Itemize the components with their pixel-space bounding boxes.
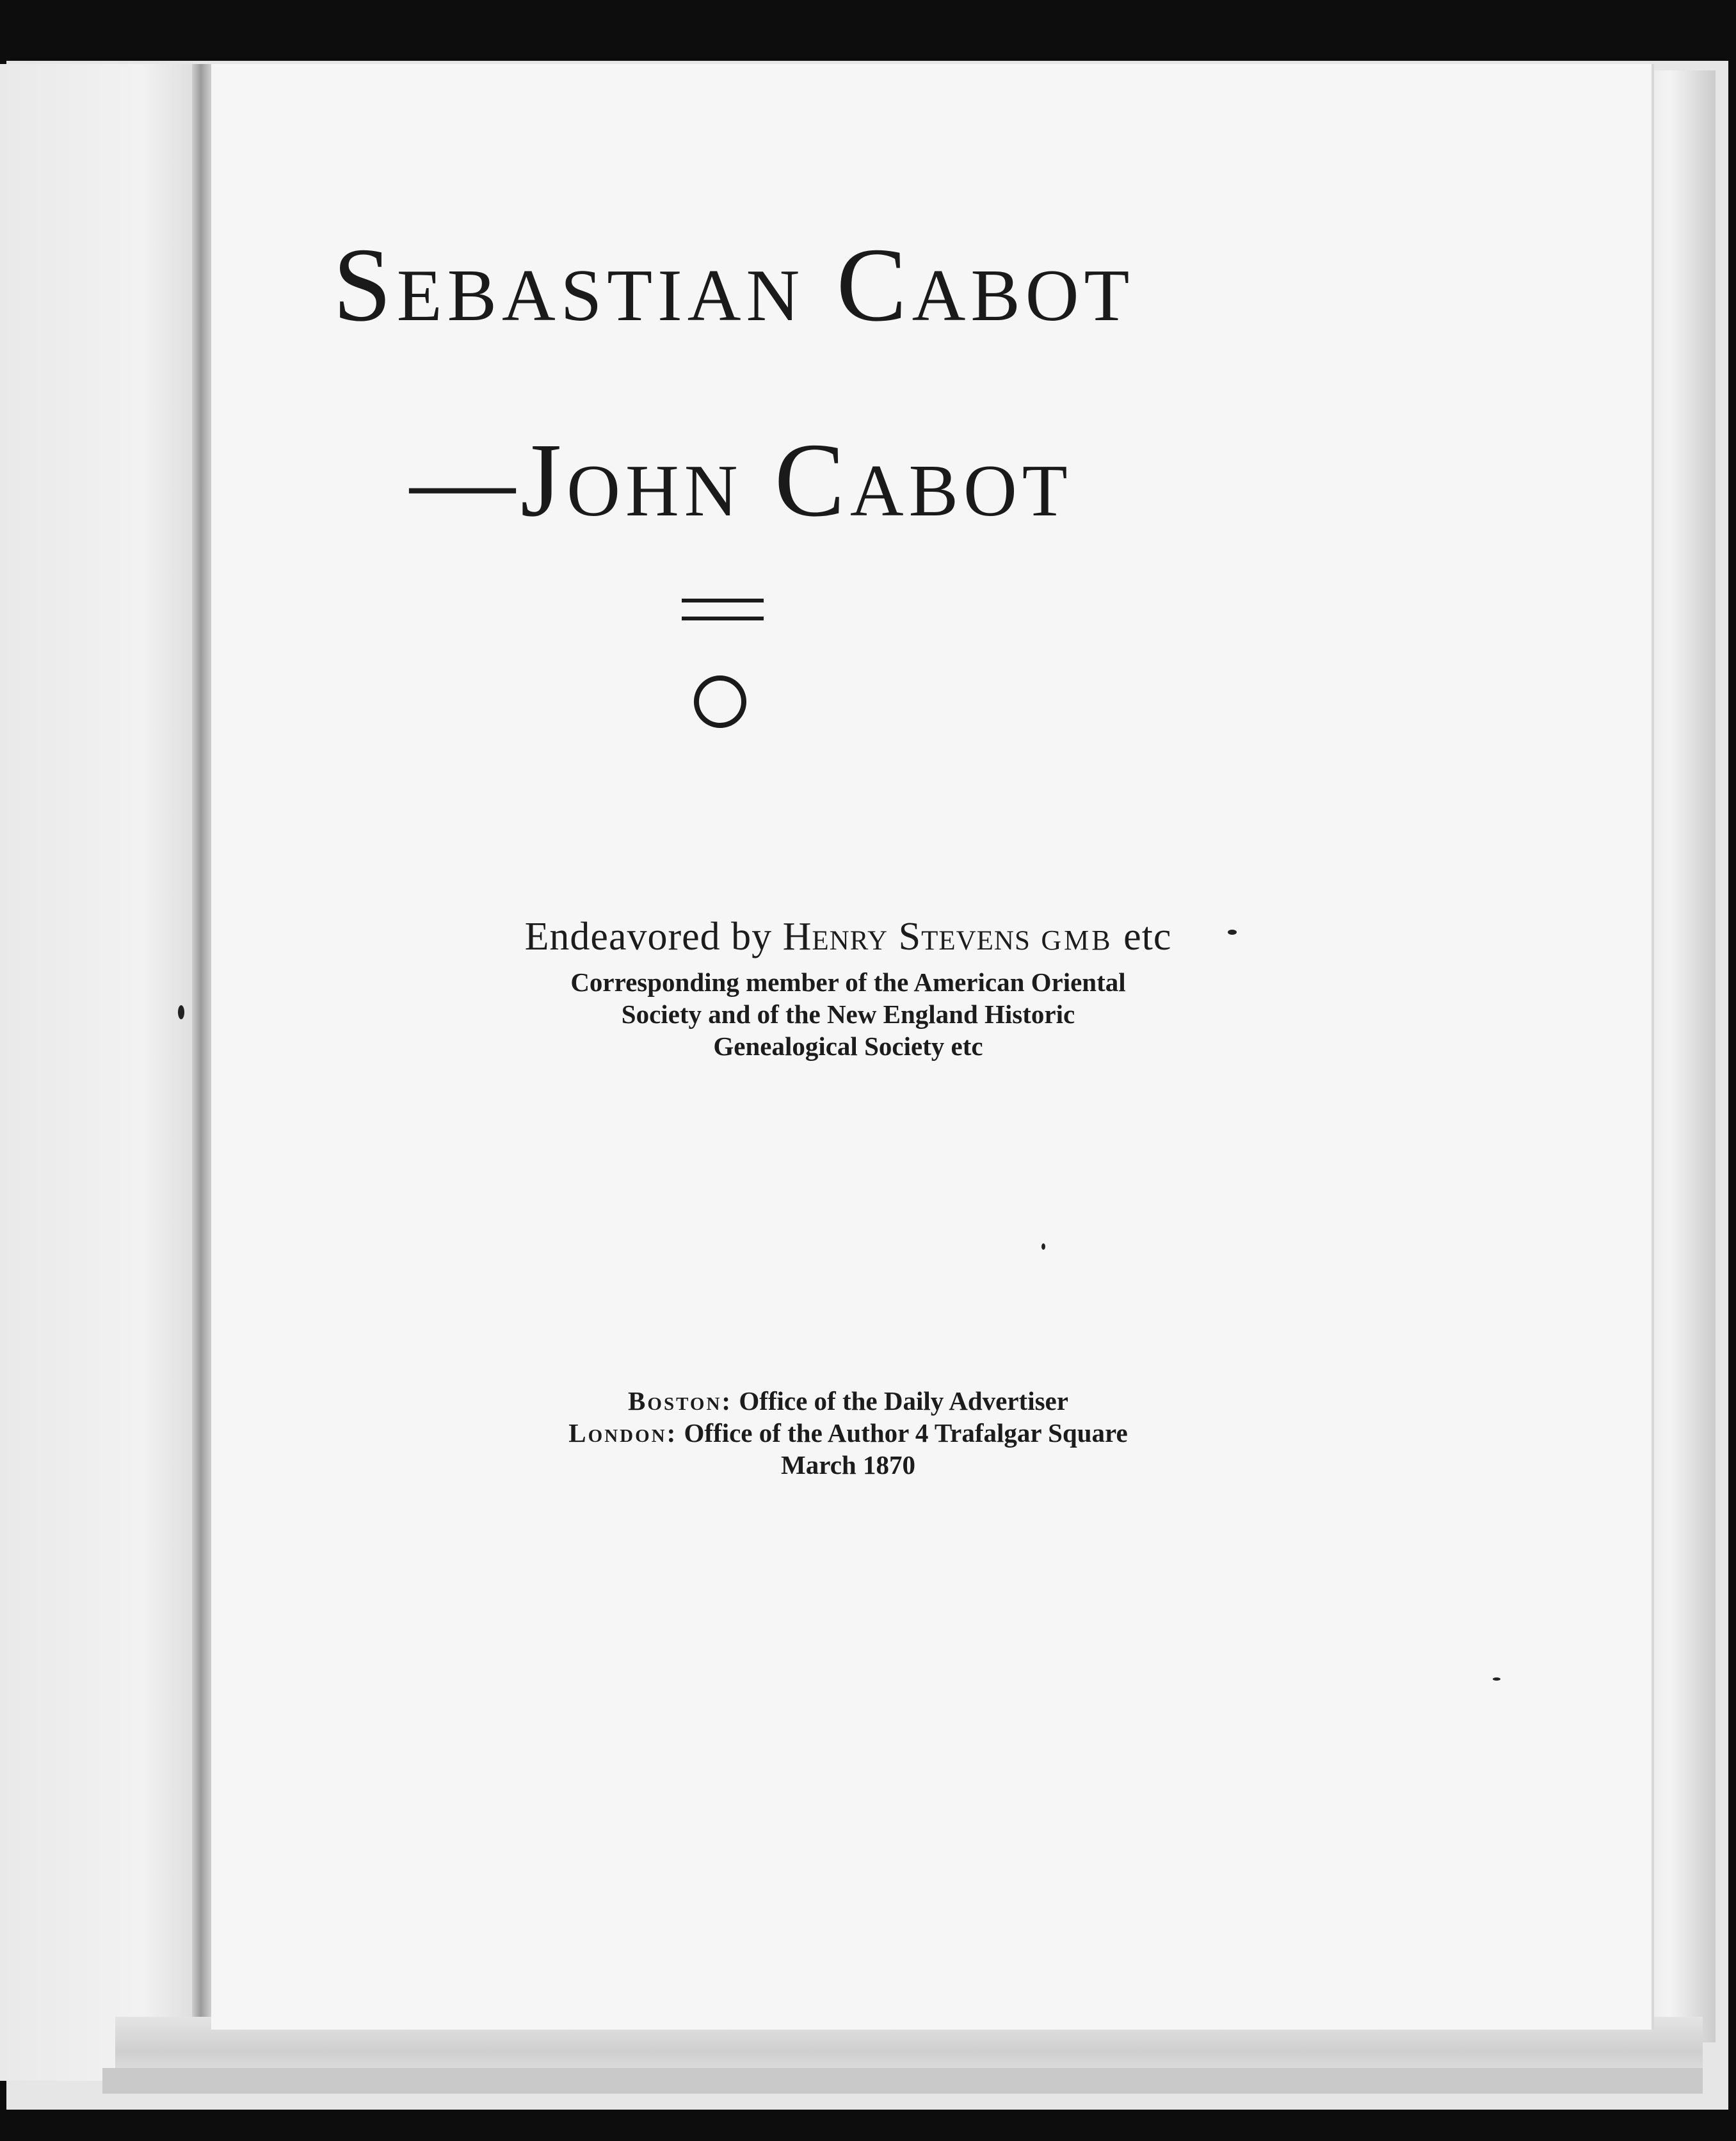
ink-speck xyxy=(178,1005,184,1019)
author-name: Henry Stevens xyxy=(782,915,1031,958)
imprint-city-boston: Boston: xyxy=(628,1386,733,1416)
byline-prefix: Endeavored by xyxy=(524,915,773,958)
title-line-2: —John Cabot xyxy=(410,421,1073,538)
double-rule-ornament xyxy=(682,599,764,620)
facing-page-edge xyxy=(0,64,202,2081)
author-byline xyxy=(128,914,1568,960)
imprint-line-2 xyxy=(128,1418,1568,1448)
circle-ornament xyxy=(694,675,746,728)
page-bottom-shadow xyxy=(102,2068,1703,2094)
ink-speck xyxy=(1493,1677,1500,1681)
byline-suffix: etc xyxy=(1123,915,1172,958)
ink-speck xyxy=(1228,930,1237,935)
affiliation-line-1: Corresponding member of the American Oriental xyxy=(570,967,1126,997)
imprint-date: March 1870 xyxy=(781,1450,915,1480)
ink-speck xyxy=(1041,1243,1045,1250)
title-line-1: Sebastian Cabot xyxy=(333,226,1135,343)
affiliation-line-3: Genealogical Society etc xyxy=(713,1031,983,1061)
imprint-line-1 xyxy=(128,1386,1568,1416)
book-gutter xyxy=(192,64,211,2081)
author-initials: GMB xyxy=(1041,925,1113,956)
affiliation-line-2: Society and of the New England Historic xyxy=(621,999,1075,1029)
imprint-publisher-london: Office of the Author 4 Trafalgar Square xyxy=(684,1418,1128,1448)
imprint-city-london: London: xyxy=(568,1418,678,1448)
imprint-publisher-boston: Office of the Daily Advertiser xyxy=(739,1386,1068,1416)
